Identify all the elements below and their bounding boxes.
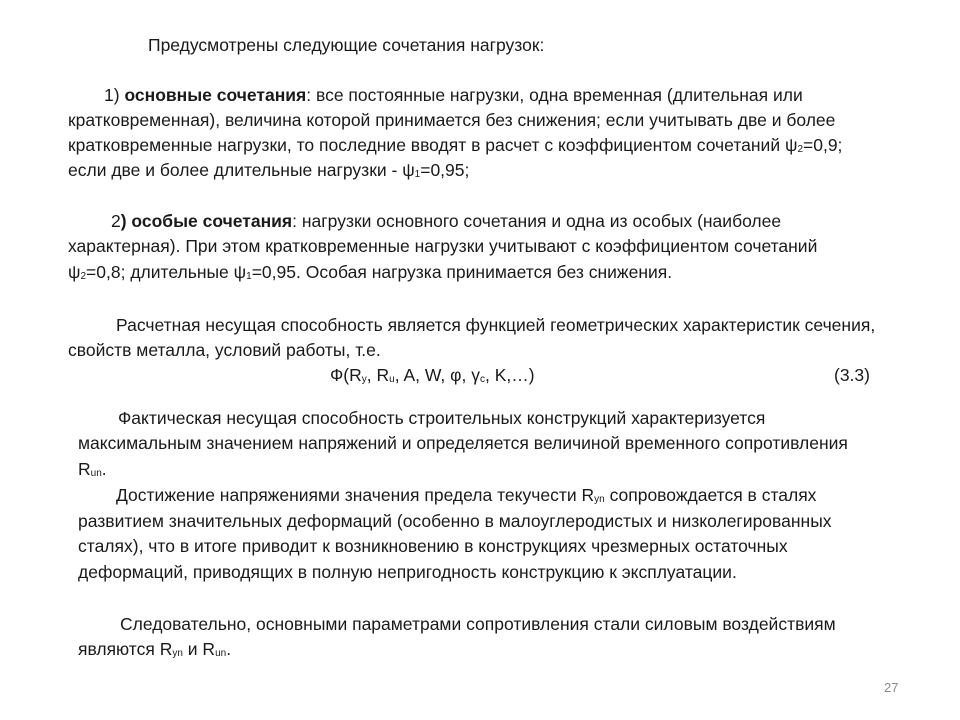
conclusion-line2 [78, 636, 231, 666]
yield-line3 [78, 533, 788, 559]
item1-line4 [68, 157, 469, 187]
item1-line1 [104, 82, 803, 108]
item2-line3-text: =0,8; длительные ψ [86, 262, 247, 282]
conclusion-line1 [120, 611, 836, 637]
actual-line1-text: Фактическая несущая способность строительных конструкций характеризуется [118, 408, 766, 428]
item2-line1 [111, 208, 781, 234]
item2-line3-subscript-2: 1 [246, 271, 252, 282]
conclusion-line2-period: . [226, 639, 232, 659]
item1-line4-text: если две и более длительные нагрузки - ψ [68, 160, 415, 180]
capacity-line2 [68, 337, 381, 363]
capacity-formula [330, 362, 535, 392]
item2-number: 2 [111, 211, 121, 231]
actual-line1 [118, 405, 765, 431]
yield-line2 [78, 508, 832, 534]
item1-line2-text: кратковременная), величина которой принимается без снижения; если учитывать две и более [68, 110, 836, 130]
actual-line3-subscript: un [90, 468, 102, 479]
item2-line3-text-end: =0,95. Особая нагрузка принимается без снижения. [251, 262, 673, 282]
heading [148, 32, 544, 58]
conclusion-subscript-yn: yn [172, 648, 183, 659]
item2-line3 [68, 259, 672, 289]
item1-title: основные сочетания [124, 85, 307, 105]
heading-text: Предусмотрены следующие сочетания нагрузок: [148, 35, 545, 55]
item2-line2 [68, 233, 817, 259]
item2-line1-text: : нагрузки основного сочетания и одна из особых (наиболее [292, 211, 782, 231]
item1-line4-subscript: 1 [414, 169, 421, 180]
actual-line3 [78, 456, 107, 486]
conclusion-line1-text: Следовательно, основными параметрами сопротивления стали силовым воздействиям [120, 614, 836, 634]
yield-line4 [78, 559, 737, 585]
formula-part-d: , K,…) [484, 365, 535, 385]
page-number [884, 680, 898, 695]
equation-number-text: (3.3) [834, 365, 870, 385]
actual-line3-r: R [78, 459, 91, 479]
formula-part-b: , R [366, 365, 390, 385]
formula-subscript-y: y [361, 374, 367, 385]
item2-title: ) особые сочетания [120, 211, 293, 231]
item1-line4-value: =0,95; [420, 160, 470, 180]
equation-number [834, 362, 870, 388]
conclusion-subscript-un: un [215, 648, 227, 659]
item1-line2 [68, 107, 835, 133]
page-number-text: 27 [884, 680, 899, 695]
yield-line4-text: деформаций, приводящих в полную непригодность конструкцию к эксплуатации. [78, 562, 737, 582]
formula-part-c: , A, W, φ, γ [394, 365, 480, 385]
formula-part-a: Ф(R [330, 365, 362, 385]
item1-line1-text: : все постоянные нагрузки, одна временная (длительная или [306, 85, 803, 105]
actual-line2 [78, 430, 848, 456]
actual-line3-period: . [101, 459, 107, 479]
yield-line1-text: Достижение напряжениями значения предела текучести R [116, 485, 595, 505]
item2-line2-text: характерная). При этом кратковременные нагрузки учитывают с коэффициентом сочетаний [68, 236, 818, 256]
item1-number: 1) [104, 85, 125, 105]
item1-line3-subscript: 2 [797, 144, 803, 155]
capacity-line2-text: свойств металла, условий работы, т.е. [68, 340, 381, 360]
item2-line3-subscript-1: 2 [80, 271, 87, 282]
yield-line1-subscript: yn [594, 494, 605, 505]
yield-line2-text: развитием значительных деформаций (особенно в малоуглеродистых и низколегированных [78, 511, 832, 531]
item1-line3-text: кратковременные нагрузки, то последние вводят в расчет с коэффициентом сочетаний ψ [68, 135, 798, 155]
yield-line3-text: сталях), что в итоге приводит к возникновению в конструкциях чрезмерных остаточных [78, 536, 788, 556]
capacity-line1 [116, 312, 875, 338]
capacity-line1-text: Расчетная несущая способность является функцией геометрических характеристик сечения, [116, 315, 876, 335]
conclusion-line2-text: являются R [78, 639, 173, 659]
formula-subscript-c: c [479, 374, 485, 385]
formula-subscript-u: u [389, 374, 395, 385]
actual-line2-text: максимальным значением напряжений и определяется величиной временного сопротивления [78, 433, 848, 453]
yield-line1-text-end: сопровождается в сталях [604, 485, 817, 505]
item1-line3-value: =0,9; [803, 135, 843, 155]
conclusion-line2-and: и R [182, 639, 216, 659]
item2-line3-psi: ψ [68, 262, 81, 282]
